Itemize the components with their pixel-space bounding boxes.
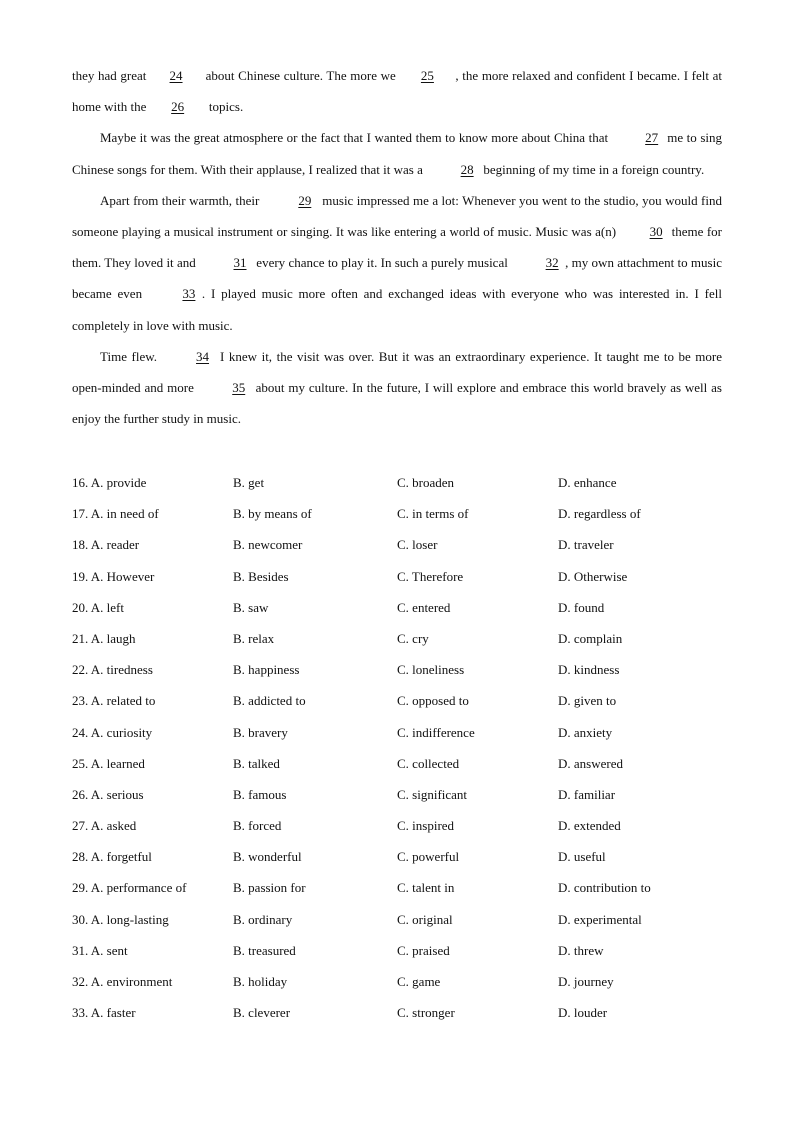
option-a: 27. A. asked [72,818,137,834]
option-a: 31. A. sent [72,942,128,958]
option-d: D. journey [558,974,614,989]
blank-34: 34 [196,348,210,364]
option-b: B. cleverer [233,1005,291,1021]
text: , my own attachment to music became even [72,255,722,302]
option-a: 28. A. forgetful [72,849,152,865]
text: . I played music more often and exchanged ideas with everyone who was interested in. I fell completely in love with music. [72,286,723,333]
option-c: C. talent in [397,880,455,896]
blank-28: 28 [460,161,474,177]
text: beginning of my time in a foreign country. [480,161,705,177]
option-c: C. cry [397,630,429,646]
text: music impressed me a lot: Whenever you went to the studio, you would find someone playing a musical instrument or singing. It was like entering a world of music. Music was a(n) [72,192,722,240]
option-d: D. kindness [558,662,620,678]
option-d: D. answered [558,755,623,771]
question-17-options [72,498,732,529]
option-a: 33. A. faster [72,1005,136,1021]
option-b: B. passion for [233,880,306,896]
text: theme for them. They loved it and [72,224,723,271]
text: me to sing Chinese songs for them. With their applause, I realized that it was a [72,130,723,177]
passage [72,60,722,434]
option-b: B. forced [233,818,282,834]
question-27-options [72,810,732,841]
option-c: C. in terms of [397,506,469,522]
option-b: B. bravery [233,724,288,740]
option-c: C. praised [397,942,450,958]
option-a: 25. A. learned [72,755,145,771]
option-b: B. newcomer [233,537,303,553]
option-d: D. complain [558,630,623,646]
option-b: B. wonderful [233,849,302,865]
option-c: C. opposed to [397,693,469,709]
blank-27: 27 [645,130,659,146]
option-c: C. entered [397,599,451,615]
option-b: B. happiness [233,662,300,678]
blank-33: 33 [182,286,196,302]
blank-32: 32 [545,255,559,271]
option-d: D. regardless of [558,506,641,522]
question-20-options [72,592,732,623]
option-b: B. by means of [233,506,312,522]
text: about Chinese culture. The more we [202,68,400,83]
question-33-options [72,997,732,1028]
question-21-options [72,623,732,654]
option-d: D. familiar [558,786,616,802]
question-29-options [72,872,732,903]
question-31-options [72,935,732,966]
question-25-options [72,748,732,779]
answer-options [72,467,732,1028]
blank-35: 35 [232,380,246,396]
option-d: D. anxiety [558,724,613,740]
option-a: 24. A. curiosity [72,724,153,740]
option-b: B. addicted to [233,693,306,709]
text: about my culture. In the future, I will explore and embrace this world bravely as well as enjoy the further study in music. [72,380,722,427]
option-c: C. Therefore [397,568,464,584]
paragraph-4 [72,341,722,435]
option-b: B. saw [233,599,269,615]
option-d: D. experimental [558,911,642,927]
question-22-options [72,654,732,685]
option-a: 22. A. tiredness [72,662,153,678]
text: Time flew. [100,348,162,364]
option-d: D. louder [558,1005,608,1021]
option-b: B. holiday [233,974,288,989]
option-b: B. get [233,475,265,490]
text: I knew it, the visit was over. But it was an extraordinary experience. It taught me to be more open-minded and more [72,348,722,396]
option-d: D. extended [558,818,621,834]
option-a: 21. A. laugh [72,630,136,646]
option-a: 18. A. reader [72,537,140,553]
option-c: C. game [397,974,441,989]
option-a: 29. A. performance of [72,880,187,896]
option-c: C. significant [397,786,468,802]
question-23-options [72,685,732,716]
question-28-options [72,841,732,872]
blank-24: 24 [169,68,183,83]
blank-29: 29 [298,192,312,208]
option-c: C. powerful [397,849,460,865]
option-c: C. broaden [397,475,455,490]
question-19-options [72,561,732,592]
option-d: D. enhance [558,475,617,490]
option-b: B. relax [233,630,275,646]
option-d: D. useful [558,849,606,865]
paragraph-2 [72,122,722,184]
question-16-options [72,467,732,498]
text: , the more relaxed and confident I became. I felt at home with the [72,68,723,115]
question-32-options [72,966,732,997]
option-c: C. collected [397,755,460,771]
option-a: 16. A. provide [72,475,147,490]
paragraph-3 [72,185,722,341]
option-b: B. ordinary [233,911,293,927]
option-b: B. famous [233,786,287,802]
text: Maybe it was the great atmosphere or the fact that I wanted them to know more about China that [100,130,612,146]
blank-26: 26 [171,99,185,115]
option-b: B. Besides [233,568,289,584]
option-b: B. treasured [233,942,296,958]
option-c: C. original [397,911,453,927]
option-a: 17. A. in need of [72,506,159,522]
text: topics. [205,99,244,115]
option-a: 26. A. serious [72,786,144,802]
option-d: D. contribution to [558,880,651,896]
option-c: C. indifference [397,724,475,740]
question-18-options [72,529,732,560]
paragraph-1 [72,60,722,122]
option-d: D. found [558,599,605,615]
text: Apart from their warmth, their [100,192,263,208]
option-b: B. talked [233,755,280,771]
blank-25: 25 [420,68,434,83]
option-c: C. stronger [397,1005,455,1021]
text: they had great [72,68,151,83]
option-d: D. given to [558,693,617,709]
option-d: D. Otherwise [558,568,628,584]
question-30-options [72,904,732,935]
question-26-options [72,779,732,810]
text: every chance to play it. In such a purely musical [253,255,512,271]
option-d: D. threw [558,942,604,958]
option-a: 20. A. left [72,599,124,615]
option-c: C. loser [397,537,438,553]
option-d: D. traveler [558,537,614,553]
question-24-options [72,717,732,748]
option-a: 19. A. However [72,568,155,584]
option-a: 32. A. environment [72,974,173,989]
option-c: C. inspired [397,818,455,834]
option-a: 23. A. related to [72,693,156,709]
option-c: C. loneliness [397,662,465,678]
option-a: 30. A. long-lasting [72,911,169,927]
blank-30: 30 [649,224,663,240]
blank-31: 31 [233,255,247,271]
